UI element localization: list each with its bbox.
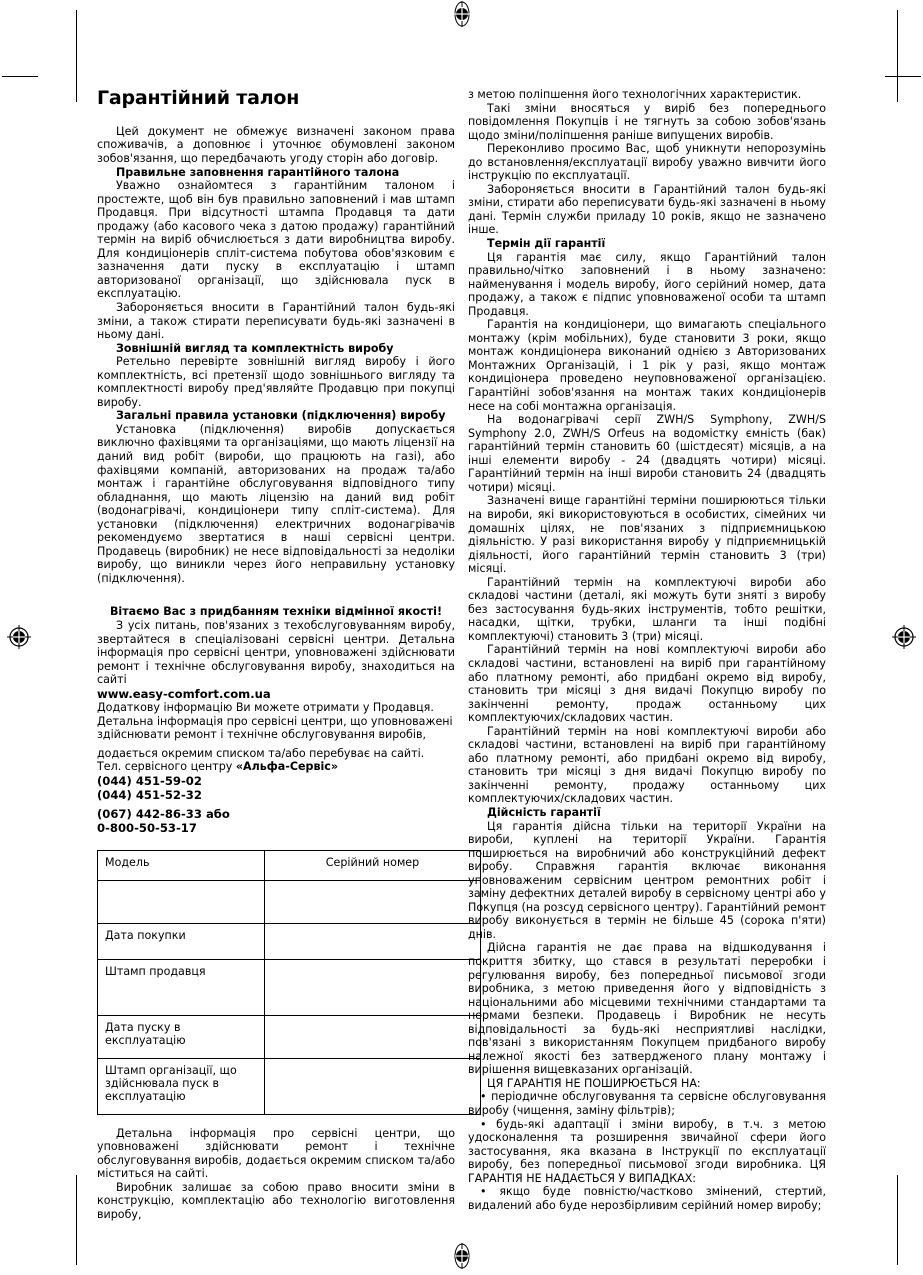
table-label-purchase-date: Дата покупки [98, 923, 265, 959]
table-label-commissioning-date: Дата пуску в експлуатацію [98, 1015, 265, 1058]
warranty-details-table [97, 850, 481, 1115]
paragraph-changes-without-notice: Такі зміни вносяться у виріб без попереднього повідомлення Покупців і не тягнуть за собою зобов'язань щодо зміни/поліпшення раніше випущених виробів. [468, 101, 826, 142]
paragraph-components-warranty: Гарантійний термін на комплектуючі вироби або складові частини (деталі, які можуть бути зняті з виробу без застосування будь-яких інструментів, тобто решітки, насадки, щітки, трубки, шланги та інші подібні комплектуючі) становить 3 (три) місяці. [468, 575, 826, 643]
table-row [98, 959, 481, 1015]
paragraph-no-changes: Забороняється вносити в Гарантійний талон будь-які зміни, а також стирати переписувати будь-які зазначені в ньому дані. [97, 301, 455, 342]
paragraph-additional-info-1: Додаткову інформацію Ви можете отримати у Продавця. [97, 700, 434, 714]
phone-number-3[interactable]: (067) 442-86-33 або [97, 807, 230, 822]
table-cell-purchase-date-value[interactable] [265, 923, 481, 959]
table-cell-seller-stamp-value[interactable] [265, 959, 481, 1015]
paragraph-new-components-warranty-2: Гарантійний термін на нові комплектуючі вироби або складові частини, встановлені на виріб при гарантійному або платному ремонті, або придбані окремо від виробу, становить три місяці з дня видачі Покупцю виробу по закінченні ремонту, продажу останньому цих комплектуючих/складових частин. [468, 724, 826, 806]
phone-number-4[interactable]: 0-800-50-53-17 [97, 821, 197, 836]
paragraph-correct-filling: Уважно ознайомтеся з гарантійним талоном і простежте, щоб він був правильно заповнений і мав штамп Продавця. При відсутності штампа Продавця та дати продажу (або касового чека з датою продажу) гарантійний термін на виріб обчислюється з дати виробництва виробу. Для кондиціонерів спліт-система побутова обов'язковим є зазначення дати пуску в експлуатацію і штамп авторизованої організації, що здійснювала пуск в експлуатацію. [97, 179, 455, 301]
heading-congratulations: Вітаємо Вас з придбанням техніки відмінної якості! [109, 605, 443, 619]
paragraph-manufacturer-rights: Виробник залишає за собою право вносити зміни в конструкцію, комплектацію або технологію виготовлення виробу, [97, 1180, 455, 1221]
paragraph-no-alterations: Забороняється вносити в Гарантійний талон будь-які зміни, стирати або переписувати будь-які зазначені в ньому дані. Термін служби приладу 10 років, якщо не зазначено інше. [468, 182, 826, 237]
paragraph-continued-from-left: з метою поліпшення його технологічних характеристик. [468, 88, 802, 101]
table-label-seller-stamp: Штамп продавця [98, 959, 265, 1015]
heading-warranty-scope: Дійсність гарантії [487, 805, 601, 819]
heading-warranty-term: Термін дії гарантії [487, 237, 606, 251]
paragraph-congratulations: З усіх питань, пов'язаних з техобслуговуванням виробу, звертайтеся в спеціалізовані сервісні центри. Детальна інформація про сервісні центри, уповноважені здійснювати ремонт і технічне обслуговування виробу, знаходиться на сайті [97, 619, 455, 687]
table-row [98, 880, 481, 923]
paragraph-read-instructions: Переконливо просимо Вас, щоб уникнути непорозумінь до встановлення/експлуатації виробу уважно вивчити його інструкцію по експлуатації. [468, 142, 826, 183]
phone-number-2[interactable]: (044) 451-52-32 [97, 787, 202, 802]
heading-correct-filling: Правильне заповнення гарантійного талона [116, 165, 400, 179]
service-center-name: «Альфа-Сервіс» [235, 760, 339, 774]
exclusion-bullet-adaptations: • будь-які адаптації і зміни виробу, в т.ч. з метою удосконалення та розширення звичайної сфери його застосування, яка вказана в Інструкції по експлуатації виробу, без попередньої письмової згоди виробника. ЦЯ ГАРАНТІЯ НЕ НАДАЄТЬСЯ У ВИПАДКАХ: [468, 1117, 826, 1185]
paragraph-additional-info-3: додається окремим списком та/або перебуває на сайті. [97, 746, 425, 760]
paragraph-new-components-warranty-1: Гарантійний термін на нові комплектуючі вироби або складові частини, встановлені на виріб при гарантійному або платному ремонті, або придбані окремо від виробу, становить три місяці з дня видачі Покупцю виробу по закінченні ремонту, продаж останньому цих комплектуючих/складових частин. [468, 643, 826, 725]
service-phone-label: Тел. сервісного центру [97, 760, 233, 774]
paragraph-appearance-completeness: Ретельно перевірте зовнішній вигляд виробу і його комплектність, всі претензії щодо зовнішнього вигляду та комплектності виробу пред'являйте Продавцю при покупці виробу. [97, 355, 455, 409]
table-row [98, 1015, 481, 1058]
exclusion-bullet-periodic-maintenance: • періодичне обслуговування та сервісне обслуговування виробу (чищення, заміну фільтрів); [468, 1090, 826, 1118]
heading-appearance-completeness: Зовнішній вигляд та комплектність виробу [116, 341, 394, 355]
spacer-before-congrats [97, 585, 455, 605]
phone-number-1[interactable]: (044) 451-59-02 [97, 773, 202, 788]
heading-exclusions: ЦЯ ГАРАНТІЯ НЕ ПОШИРЮЄТЬСЯ НА: [487, 1076, 701, 1090]
paragraph-personal-use-warranty: Зазначені вище гарантійні терміни поширюються тільки на вироби, які використовуються в особистих, сімейних чи домашніх цілях, не пов'язаних з підприємницькою діяльністю. У разі використання виробу у підприємницькій діяльності, його гарантійний термін становить 3 (три) місяці. [468, 494, 826, 576]
paragraph-service-centers-list: Детальна інформація про сервісні центри, що уповноважені здійснювати ремонт і технічне обслуговування виробів, додається окремим списком та/або міститься на сайті. [97, 1126, 455, 1181]
paragraph-installation-rules: Установка (підключення) виробів допускається виключно фахівцями та організаціями, що мають ліцензії на даний вид робіт (вироби, що працюють на газі), або фахівцями компаній, авторизованих на продаж та/або монтаж і гарантійне обслуговування відповідного типу обладнання, що мають ліцензію на даний вид робіт (водонагрівачі, кондиціонери типу спліт-система). Для установки (підключення) електричних водонагрівачів рекомендуємо звертатися в наші сервісні центри. Продавець (виробник) не несе відповідальності за недоліки виробу, що виникли через його неправильну установку (підключення). [97, 422, 455, 585]
left-column [97, 88, 455, 1221]
table-row [98, 923, 481, 959]
service-center-phone-line [97, 760, 455, 774]
right-column [468, 88, 826, 1212]
intro-paragraph: Цей документ не обмежує визначені законом права споживачів, а доповнює і уточнює обумовлені законом зобов'язання, що передбачають угоду сторін або договір. [97, 124, 455, 165]
heading-installation-rules: Загальні правила установки (підключення) виробу [116, 409, 446, 423]
paragraph-warranty-validity-requirements: Ця гарантія має силу, якщо Гарантійний талон правильно/чітко заповнений і в ньому зазначено: найменування і модель виробу, його серійний номер, дата продажу, а також є підпис уповноваженої особи та штамп Продавця. [468, 250, 826, 318]
paragraph-territory-validity: Ця гарантія дійсна тільки на території України на вироби, куплені на території України. Гарантія поширюється на виробничий або конструкційний дефект виробу. Справжня гарантія включає виконання уповноваженим сервісним центром ремонтних робіт і заміну дефектних деталей виробу в сервісному центрі або у Покупця (на розсуд сервісного центру). Гарантійний ремонт виробу виконується в термін не більше 45 (сорока п'яти) днів. [468, 819, 826, 941]
paragraph-no-damage-compensation: Дійсна гарантія не дає права на відшкодування і покриття збитку, що стався в результаті переробки і регулювання виробу, без попередньої письмової згоди виробника, з метою приведення його у відповідність з національними або місцевими технічними стандартами та нормами безпеки. Продавець і Виробник не несуть відповідальності за будь-які несприятливі наслідки, пов'язані з використанням Покупцем придбаного виробу належної якості без затвердженого плану монтажу і вирішення вищевказаних організацій. [468, 941, 826, 1077]
paragraph-additional-info-2: Детальна інформація про сервісні центри, що уповноважені здійснювати ремонт і технічне обслуговування виробів, [97, 714, 453, 742]
website-url[interactable]: www.easy-comfort.com.ua [97, 686, 271, 701]
table-header-serial-number: Серійний номер [265, 850, 481, 880]
table-row [98, 1058, 481, 1114]
table-cell-model-value[interactable] [98, 880, 265, 923]
table-row [98, 850, 481, 880]
paragraph-water-heater-warranty: На водонагрівачі серії ZWH/S Symphony, ZWH/S Symphony 2.0, ZWH/S Orfeus на водомістку ємність (бак) гарантійний термін становить 60 (шістдесят) місяців, а на інші елементи виробу - 24 (двадцять чотири) місяці. Гарантійний термін на інші вироби становить 24 (двадцять чотири) місяці. [468, 413, 826, 494]
table-cell-commissioning-org-stamp-value[interactable] [265, 1058, 481, 1114]
table-cell-commissioning-date-value[interactable] [265, 1015, 481, 1058]
paragraph-air-conditioner-warranty: Гарантія на кондиціонери, що вимагають спеціального монтажу (крім мобільних), буде становити 3 роки, якщо монтаж кондиціонера виконаний однією з Авторизованих Монтажних Організацій, і 1 рік у разі, якщо монтаж кондиціонера проведено неуповноваженої організацією. Гарантійні зобов'язання на монтаж таких кондиціонерів несе на собі монтажна організація. [468, 318, 826, 413]
table-header-model: Модель [98, 850, 265, 880]
spacer-after-table [97, 1115, 455, 1127]
table-cell-serial-value[interactable] [265, 880, 481, 923]
exclusion-bullet-serial-number: • якщо буде повністю/частково змінений, стертий, видалений або буде нерозбірливим серійний номер виробу; [468, 1185, 826, 1212]
page-title: Гарантійний талон [97, 87, 300, 109]
table-label-commissioning-org-stamp: Штамп організації, що здійснювала пуск в експлуатацію [98, 1058, 265, 1114]
